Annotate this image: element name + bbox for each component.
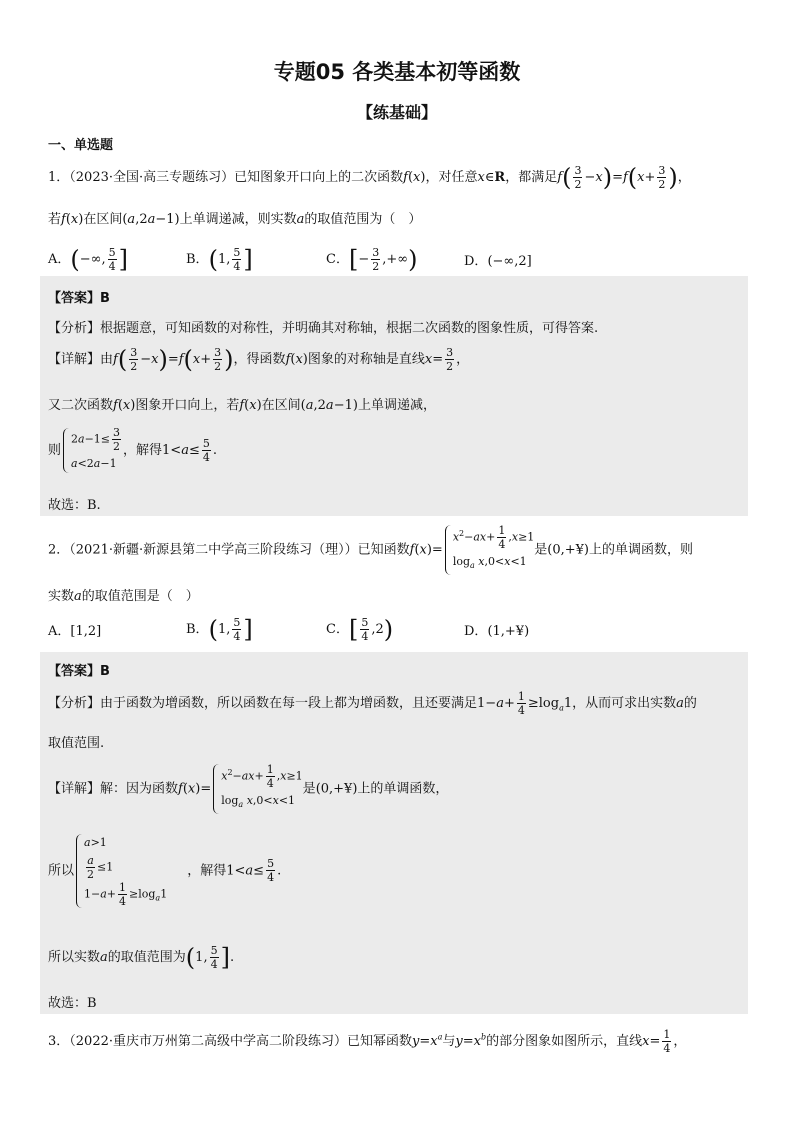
q2-analysis-line2: 取值范围. bbox=[48, 736, 105, 751]
q1-detail-line3: 则 2a−1≤ $\frac{3}{2}$ a<2a−1 ，解得1<a≤ $\frac{5}{4}$ . bbox=[48, 426, 217, 475]
q2-detail-line3: 所以实数a的取值范围为(1, $\frac{5}{4}$ ]. bbox=[48, 943, 235, 972]
q2-analysis-line1: 【分析】由于函数为增函数，所以函数在每一段上都为增函数，且还要满足1−a+ $\frac{1}{4}$ $\ge\log_a1$，从而可求出实数a的 bbox=[48, 690, 697, 717]
section-heading: 一、单选题 bbox=[48, 138, 114, 153]
q2-answer: 【答案】B bbox=[48, 664, 110, 679]
q1-option-d[interactable]: D．(−∞,2] bbox=[464, 254, 532, 269]
q3-stem-line1: 3．（2022·重庆市万州第二高级中学高二阶段练习）已知幂函数$y=x^a$与$y=x^b$的部分图象如图所示，直线x= $\frac{1}{4}$ ， bbox=[48, 1028, 687, 1055]
q1-mid2: ，都满足 bbox=[505, 170, 558, 185]
q1-analysis: 【分析】根据题意，可知函数的对称性，并明确其对称轴，根据二次函数的图象性质，可得答案. bbox=[48, 321, 599, 336]
q1-line2b: 在区间 bbox=[83, 212, 123, 227]
q1-choose: 故选：B. bbox=[48, 498, 101, 513]
q1-line2d: 的取值范围为（ ） bbox=[304, 212, 422, 227]
q1-line2a: 若 bbox=[48, 212, 62, 227]
q2-choose: 故选：B bbox=[48, 996, 97, 1011]
q2-option-d[interactable]: D．(1,+¥) bbox=[464, 624, 530, 639]
page-title: 专题05 各类基本初等函数 bbox=[273, 60, 521, 84]
q1-option-b[interactable]: B．(1, $\frac{5}{4}$ ] bbox=[186, 245, 253, 274]
q2-detail-line2: 所以 a>1 $\frac{a}{2}$ ≤1 1−a+ $\frac{1}{4}$ $\ge\log_a1$ ，解得1<a≤ $\frac{5}{4}$ . bbox=[48, 832, 281, 910]
q1-stem-line1: 1．（2023·全国·高三专题练习）已知图象开口向上的二次函数f(x)，对任意x∈R，都满足f( $\frac{3}{2}$ −x)=f(x+ $\frac{3}{2}$ )， bbox=[48, 163, 691, 192]
q1-prefix: 1．（2023·全国·高三专题练习）已知图象开口向上的二次函数 bbox=[48, 170, 404, 185]
q2-detail-line1: 【详解】解：因为函数f(x)= $x^2-ax+$ $\frac{1}{4}$ ,x≥1 $\log_a x,0<x<1$ 是(0,+¥)上的单调函数， bbox=[48, 762, 448, 816]
q2-option-b[interactable]: B．(1, $\frac{5}{4}$ ] bbox=[186, 615, 253, 644]
q1-mid: ，对任意 bbox=[425, 170, 478, 185]
q1-stem-line2: 若f(x)在区间(a,2a−1)上单调递减，则实数a的取值范围为（ ） bbox=[48, 212, 422, 227]
q1-detail-line1: 【详解】由f( $\frac{3}{2}$ −x)=f(x+ $\frac{3}{2}$ )，得函数f(x)图象的对称轴是直线x= $\frac{3}{2}$ ， bbox=[48, 345, 470, 374]
q1-line2c: 上单调递减，则实数 bbox=[179, 212, 297, 227]
q1-answer: 【答案】B bbox=[48, 291, 110, 306]
page-subtitle: 【练基础】 bbox=[356, 103, 437, 122]
q2-stem-line1: 2．（2021·新疆·新源县第二中学高三阶段练习（理））已知函数f(x)= $x^2-ax+$ $\frac{1}{4}$ ,x≥1 $\log_a x,0<x<1$ 是(0,+¥)上的单调函数，则 bbox=[48, 523, 693, 577]
q1-option-c[interactable]: C．[− $\frac{3}{2}$ ,+∞) bbox=[326, 245, 418, 274]
q2-option-a[interactable]: A．[1,2] bbox=[48, 624, 102, 639]
q1-detail-line2: 又二次函数f(x)图象开口向上，若f(x)在区间(a,2a−1)上单调递减， bbox=[48, 398, 436, 413]
q2-option-c[interactable]: C．[ $\frac{5}{4}$ ,2) bbox=[326, 615, 394, 644]
q2-stem-line2: 实数a的取值范围是（ ） bbox=[48, 589, 199, 604]
q1-option-a[interactable]: A．(−∞, $\frac{5}{4}$ ] bbox=[48, 245, 128, 274]
